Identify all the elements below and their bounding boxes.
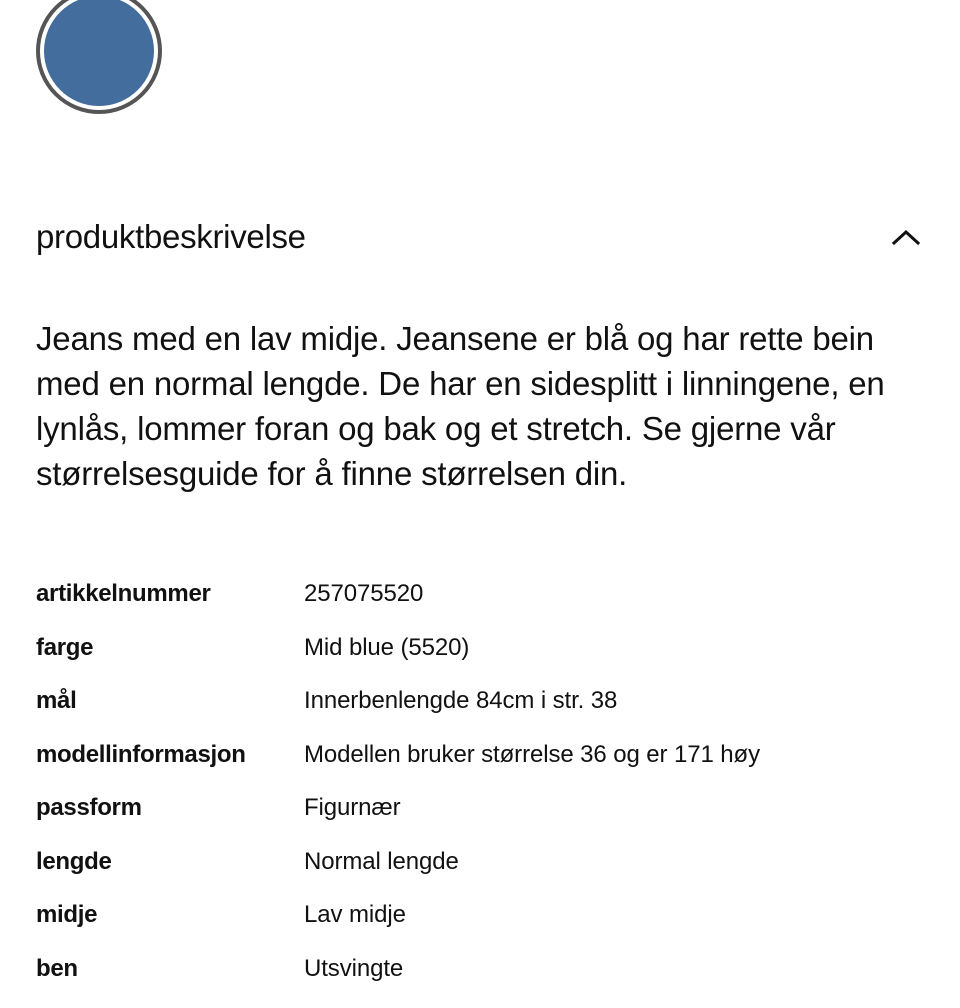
color-swatch-fill	[44, 0, 154, 106]
section-title: produktbeskrivelse	[36, 218, 306, 255]
spec-row-artikkelnummer	[36, 574, 936, 628]
color-swatch-mid-blue[interactable]	[36, 0, 162, 114]
spec-label: artikkelnummer	[36, 580, 211, 607]
spec-row-ben	[36, 949, 936, 1003]
spec-value: Figurnær	[304, 794, 401, 821]
spec-value: Utsvingte	[304, 954, 404, 982]
spec-label: midje	[36, 901, 98, 928]
spec-value: Lav midje	[304, 901, 406, 928]
spec-label: modellinformasjon	[36, 740, 246, 768]
spec-row-modellinformasjon	[36, 735, 936, 789]
spec-value: Modellen bruker størrelse 36 og er 171 høy	[304, 740, 761, 768]
spec-row-maal	[36, 681, 936, 735]
product-description-accordion-header[interactable]	[36, 212, 924, 262]
spec-row-passform	[36, 788, 936, 842]
spec-row-farge	[36, 628, 936, 682]
spec-value: 257075520	[304, 580, 424, 607]
spec-value: Innerbenlengde 84cm i str. 38	[304, 687, 618, 714]
spec-label: lengde	[36, 847, 112, 875]
product-specs-table	[36, 574, 936, 1002]
spec-label: ben	[36, 954, 78, 982]
spec-value: Normal lengde	[304, 847, 459, 875]
spec-label: mål	[36, 687, 77, 714]
product-description-text: Jeans med en lav midje. Jeansene er blå og har rette bein med en normal lengde. De har en sidesplitt i linningene, en lynlås, lommer foran og bak og et stretch. Se gjerne vår størrelsesguide for å finne størrelsen din.	[36, 320, 885, 492]
spec-label: passform	[36, 794, 142, 821]
spec-value: Mid blue (5520)	[304, 633, 470, 661]
spec-row-midje	[36, 895, 936, 949]
spec-label: farge	[36, 633, 94, 661]
chevron-up-icon[interactable]	[888, 219, 924, 255]
spec-row-lengde	[36, 842, 936, 896]
